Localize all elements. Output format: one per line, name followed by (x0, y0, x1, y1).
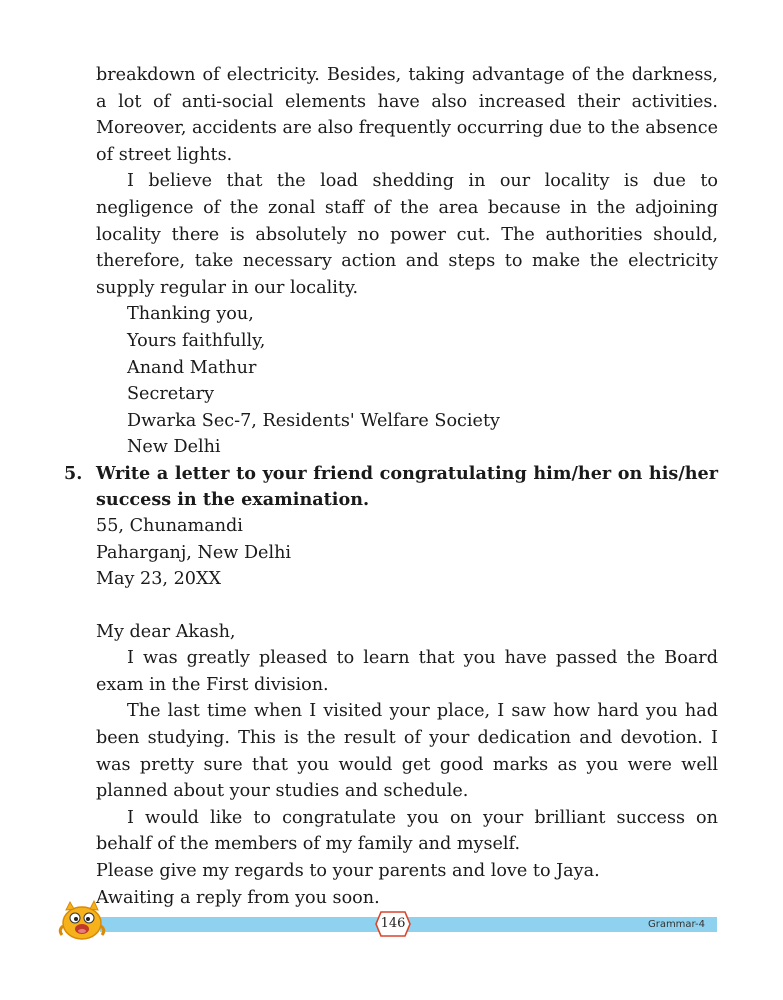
letter2-salutation: My dear Akash, (96, 621, 236, 642)
question-number: 5. (64, 462, 83, 484)
letter2-paragraph-1: I was greatly pleased to learn that you have passed the Board exam in the First division. (96, 648, 718, 695)
page-number: 146 (380, 916, 406, 931)
letter1-city: New Delhi (127, 437, 221, 458)
book-title: Grammar-4 (647, 919, 705, 930)
letter1-closing: Thanking you, (127, 304, 254, 325)
letter1-name: Anand Mathur (127, 357, 257, 378)
letter2-address-line-2: Paharganj, New Delhi (96, 542, 292, 563)
page-body (64, 62, 719, 911)
letter1-title: Secretary (127, 384, 215, 405)
letter1-paragraph-1: breakdown of electricity. Besides, taking advantage of the darkness, a lot of anti-social elements have also increased their activities. Moreover, accidents are also frequently occurring due to the absence of street lights. (96, 65, 719, 165)
letter2-paragraph-3: I would like to congratulate you on your brilliant success on behalf of the members of my family and myself. (96, 807, 718, 855)
letter1-signoff: Yours faithfully, (127, 330, 266, 351)
letter1-organization: Dwarka Sec-7, Residents' Welfare Society (127, 410, 500, 431)
question-text: Write a letter to your friend congratulating him/her on his/her success in the examination. (96, 462, 718, 510)
spacer (96, 593, 718, 619)
letter2-line-4: Please give my regards to your parents and love to Jaya. (96, 861, 600, 882)
letter2-address-line-1: 55, Chunamandi (96, 515, 243, 536)
question-5 (64, 461, 718, 513)
letter2-line-5: Awaiting a reply from you soon. (96, 887, 380, 908)
cartoon-mascot-icon (56, 896, 108, 942)
page-number-badge (375, 911, 411, 937)
letter1-paragraph-2: I believe that the load shedding in our locality is due to negligence of the zonal staff of the area because in the adjoining locality there is absolutely no power cut. The authorities should, therefore, take necessary action and steps to make the electricity supply regular in our locality. (96, 171, 718, 298)
letter2-paragraph-2: The last time when I visited your place, I saw how hard you had been studying. This is the result of your dedication and devotion. I was pretty sure that you would get good marks as you were well planned about your studies and schedule. (96, 701, 718, 802)
letter2-date: May 23, 20XX (96, 569, 222, 590)
